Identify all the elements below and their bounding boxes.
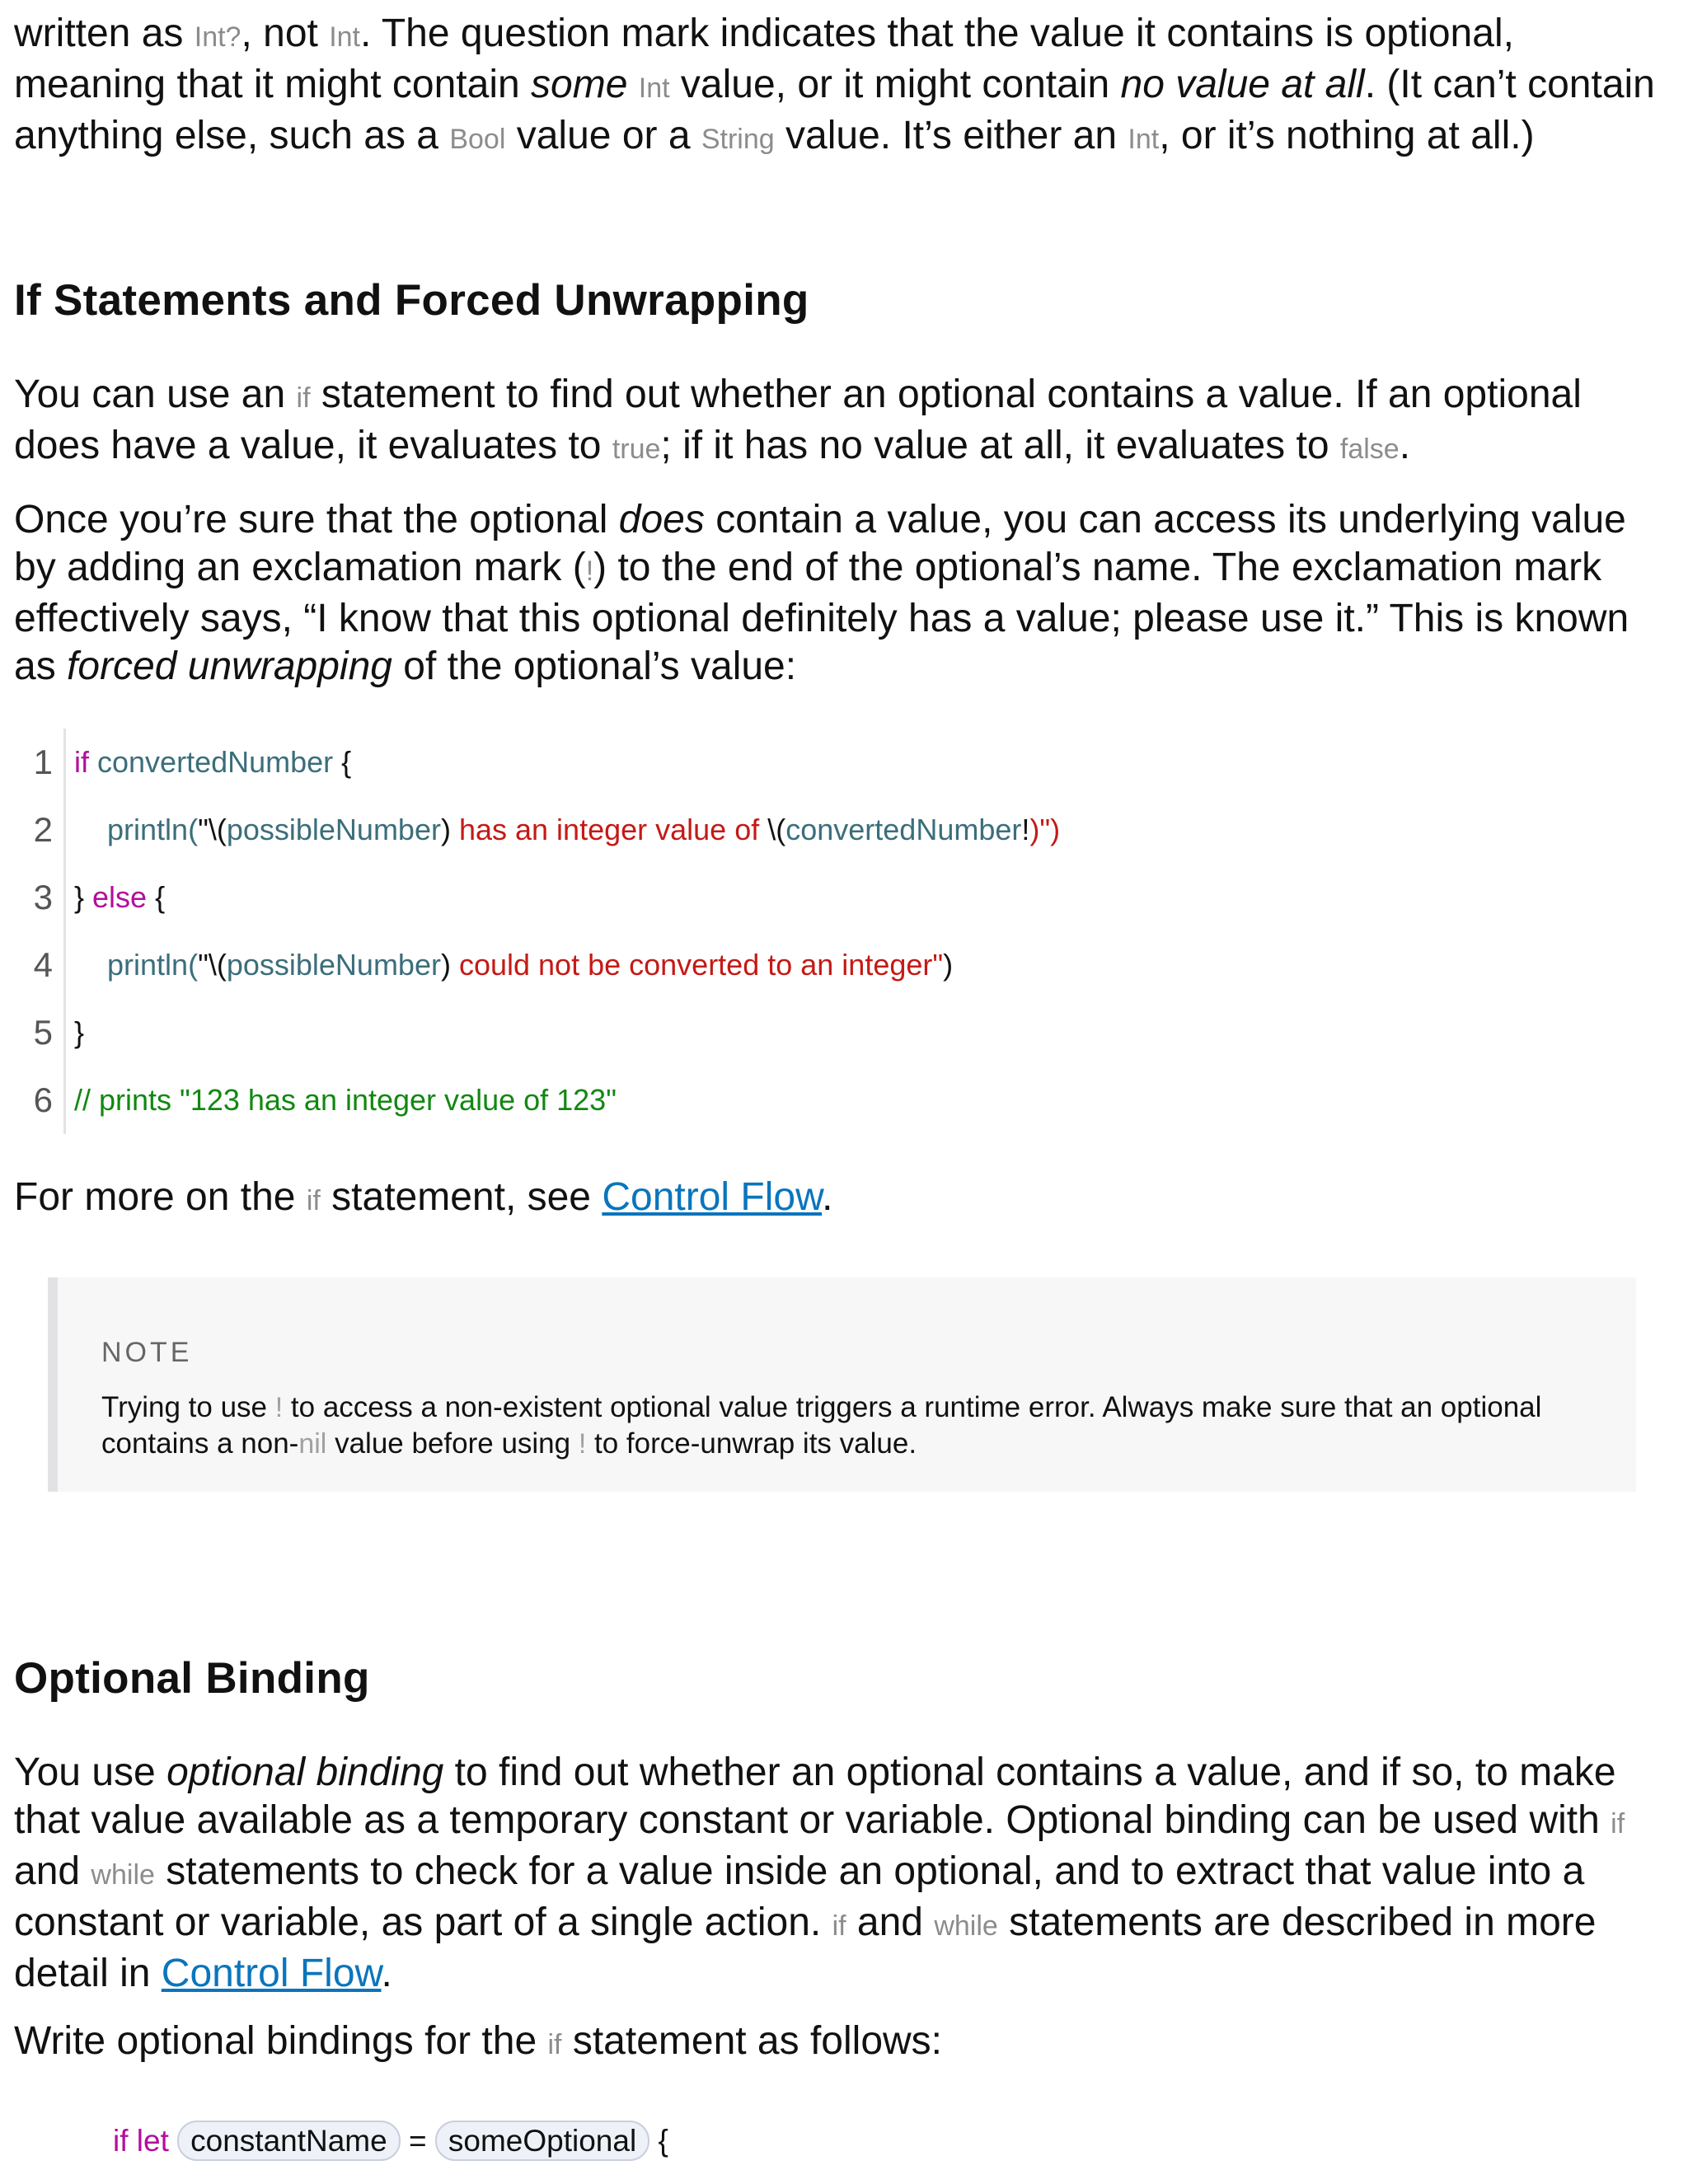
code-while: while (934, 1910, 998, 1942)
code-int: Int (1128, 124, 1160, 155)
code-if: if (296, 382, 311, 414)
code-line: 2 println("\(possibleNumber) has an integer value of \(convertedNumber!)") (16, 796, 1657, 864)
code-true: true (612, 434, 661, 465)
paragraph-control-flow-ref: For more on the if statement, see Control Flow. (14, 1175, 833, 1219)
syntax-equals: = (409, 2124, 427, 2158)
code-while: while (91, 1859, 155, 1891)
code-if: if (547, 2029, 562, 2060)
code-int-optional: Int? (194, 21, 241, 53)
paragraph-if-statement: You can use an if statement to find out whether an optional contains a value. If an optional does have a value, it evaluates to true; if it has no value at all, it evaluates to false. (14, 373, 1582, 467)
line-number: 2 (33, 810, 53, 849)
paragraph-forced-unwrapping: Once you’re sure that the optional does contain a value, you can access its underlying value by adding an exclamation mark (!) to the end of the optional’s name. The exclamation mark effectively says, “I know that this optional definitely has a value; please use it.” This is known as forced unwrapping of the optional’s value: (14, 498, 1629, 688)
note-text: Trying to use ! to access a non-existent optional value triggers a runtime error. Always make sure that an optional contains a non-nil value before using ! to force-unwrap its value. (101, 1391, 1542, 1460)
code-line: 3 } else { (16, 864, 1657, 931)
syntax-keyword: if let (113, 2124, 169, 2158)
code-line: 4 println("\(possibleNumber) could not be converted to an integer") (16, 931, 1657, 999)
code-int: Int (329, 21, 361, 53)
line-number: 1 (33, 743, 53, 781)
line-number: 4 (33, 945, 53, 984)
code-line (16, 1066, 1657, 1134)
code-nil: nil (298, 1428, 327, 1460)
syntax-placeholder-some-optional: someOptional (435, 2121, 649, 2161)
line-number: 3 (33, 878, 53, 916)
syntax-placeholder-constant-name: constantName (177, 2121, 401, 2161)
code-exclamation: ! (578, 1428, 587, 1460)
code-false: false (1339, 434, 1400, 465)
code-exclamation: ! (274, 1392, 284, 1423)
line-number: 6 (33, 1080, 53, 1119)
note-box (48, 1277, 1636, 1492)
code-comment: // prints "123 has an integer value of 123" (74, 1083, 617, 1117)
intro-paragraph: written as Int?, not Int. The question mark indicates that the value it contains is optional, meaning that it might contain some Int value, or it might contain no value at all. (It can’t contain anything else, such as a Bool value or a String value. It’s either an Int, or it’s nothing at all.) (14, 12, 1655, 157)
code-line: 1 if convertedNumber { (16, 729, 1657, 796)
paragraph-write-bindings: Write optional bindings for the if statement as follows: (14, 2019, 943, 2063)
code-line: 5 } (16, 999, 1657, 1066)
control-flow-link[interactable]: Control Flow (161, 1952, 382, 1995)
code-bool: Bool (449, 124, 506, 155)
code-int: Int (638, 73, 670, 104)
code-if: if (306, 1185, 321, 1216)
syntax-brace: { (658, 2124, 668, 2158)
code-listing (16, 729, 1657, 1134)
section-heading-if-statements: If Statements and Forced Unwrapping (14, 276, 809, 325)
control-flow-link[interactable]: Control Flow (602, 1175, 823, 1219)
code-string: String (701, 124, 775, 155)
line-number: 5 (33, 1013, 53, 1052)
code-exclamation: ! (585, 555, 594, 587)
syntax-template (113, 2121, 668, 2162)
code-if: if (1611, 1808, 1625, 1840)
note-label: NOTE (101, 1337, 193, 1368)
section-heading-optional-binding: Optional Binding (14, 1654, 370, 1703)
code-if: if (832, 1910, 846, 1942)
paragraph-optional-binding: You use optional binding to find out whether an optional contains a value, and if so, to make that value available as a temporary constant or variable. Optional binding can be used with if and while statements to check for a value inside an optional, and to extract that value into a constant or variable, as part of a single action. if and while statements are described in more detail in Control Flow. (14, 1750, 1625, 1995)
